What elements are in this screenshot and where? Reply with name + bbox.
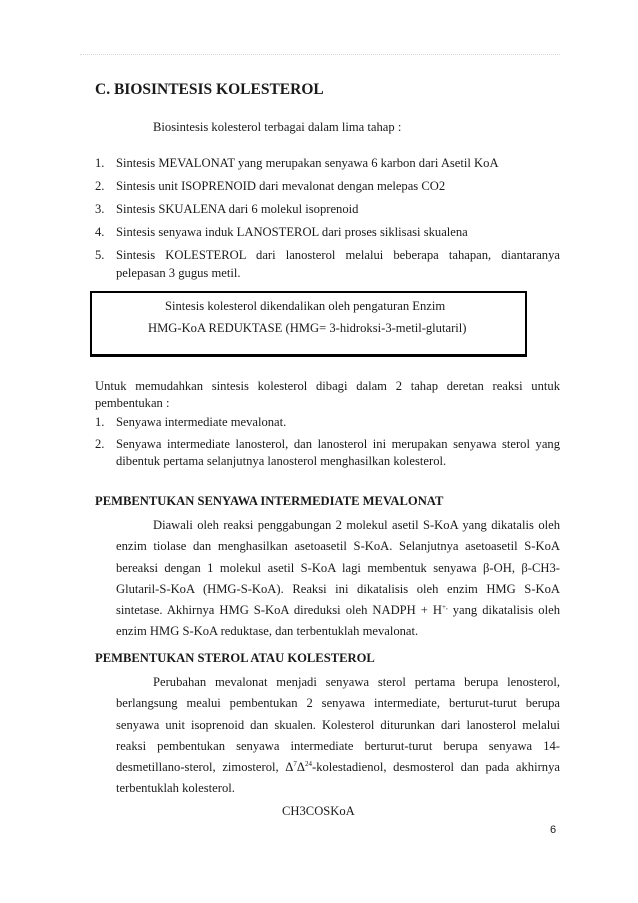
list-item <box>95 436 560 470</box>
superscript: 24 <box>305 760 312 768</box>
list-item <box>95 200 560 218</box>
stages-intro-paragraph: Untuk memudahkan sintesis kolesterol dibagi dalam 2 tahap deretan reaksi untuk pembentukan : <box>95 379 560 410</box>
synthesis-steps-list <box>95 154 560 287</box>
list-item <box>95 246 560 282</box>
list-text: Senyawa intermediate mevalonat. <box>116 415 287 429</box>
list-item <box>95 154 560 172</box>
list-text: Sintesis unit ISOPRENOID dari mevalonat dengan melepas CO2 <box>116 179 446 193</box>
list-item <box>95 223 560 241</box>
delta-symbol: Δ <box>296 760 305 775</box>
list-item <box>95 414 560 431</box>
list-number: 2. <box>95 179 105 193</box>
page-number: 6 <box>550 824 557 836</box>
list-number: 3. <box>95 202 105 216</box>
list-number: 1. <box>95 156 105 170</box>
list-number: 1. <box>95 415 105 429</box>
superscript: +, <box>442 603 448 611</box>
list-number: 5. <box>95 248 105 262</box>
superscript: 7 <box>293 760 297 768</box>
header-rule <box>80 54 560 55</box>
list-text: Sintesis MEVALONAT yang merupakan senyawa 6 karbon dari Asetil KoA <box>116 156 499 170</box>
enzyme-callout-box <box>90 291 527 357</box>
sterol-paragraph <box>116 672 560 800</box>
list-text: Senyawa intermediate lanosterol, dan lanosterol ini merupakan senyawa sterol yang dibentuk pertama selanjutnya lanosterol menghasilkan kolesterol. <box>116 437 560 468</box>
list-number: 2. <box>95 437 105 451</box>
mevalonat-paragraph <box>116 515 560 643</box>
list-item <box>95 177 560 195</box>
subsection-title-sterol: PEMBENTUKAN STEROL ATAU KOLESTEROL <box>95 651 375 665</box>
list-text: Sintesis KOLESTEROL dari lanosterol melalui beberapa tahapan, diantaranya pelepasan 3 gugus metil. <box>116 248 560 280</box>
section-heading: C. BIOSINTESIS KOLESTEROL <box>95 81 324 98</box>
callout-line-1: Sintesis kolesterol dikendalikan oleh pengaturan Enzim <box>165 299 446 313</box>
list-text: Sintesis SKUALENA dari 6 molekul isoprenoid <box>116 202 359 216</box>
paragraph-text: Perubahan mevalonat menjadi senyawa sterol pertama berupa lenosterol, berlangsung mealui pembentukan 2 senyawa intermediate, berturut-turut berupa senyawa unit isoprenoid dan skualen. Kolesterol diturunkan dari lanosterol melalui reaksi pembentukan senyawa intermediate berturut-turut berupa senyawa 14-desmetillano-sterol, zimosterol, Δ <box>116 675 560 775</box>
paragraph-text: -kolestadienol, desmosterol dan pada akhirnya terbentuklah kolesterol. <box>116 760 560 796</box>
formula-label: CH3COSKoA <box>282 804 355 818</box>
paragraph-text: Diawali oleh reaksi penggabungan 2 molekul asetil S-KoA yang dikatalis oleh enzim tiolase dan menghasilkan asetoasetil S-KoA. Selanjutnya asetoasetil S-KoA bereaksi dengan 1 molekul asetil S-KoA lagi membentuk senyawa β-OH, β-CH3-Glutaril-S-KoA (HMG-S-KoA). Reaksi ini dikatalisis oleh enzim HMG S-KoA sintetase. Akhirnya HMG S-KoA direduksi oleh NADPH + H <box>116 518 560 618</box>
callout-line-2: HMG-KoA REDUKTASE (HMG= 3-hidroksi-3-metil-glutaril) <box>148 321 467 335</box>
list-number: 4. <box>95 225 105 239</box>
stages-list <box>95 414 560 475</box>
intro-paragraph: Biosintesis kolesterol terbagai dalam lima tahap : <box>153 120 402 134</box>
subsection-title-mevalonat: PEMBENTUKAN SENYAWA INTERMEDIATE MEVALONAT <box>95 494 444 508</box>
paragraph-text: yang dikatalisis oleh enzim HMG S-KoA reduktase, dan terbentuklah mevalonat. <box>116 603 560 639</box>
list-text: Sintesis senyawa induk LANOSTEROL dari proses siklisasi skualena <box>116 225 468 239</box>
